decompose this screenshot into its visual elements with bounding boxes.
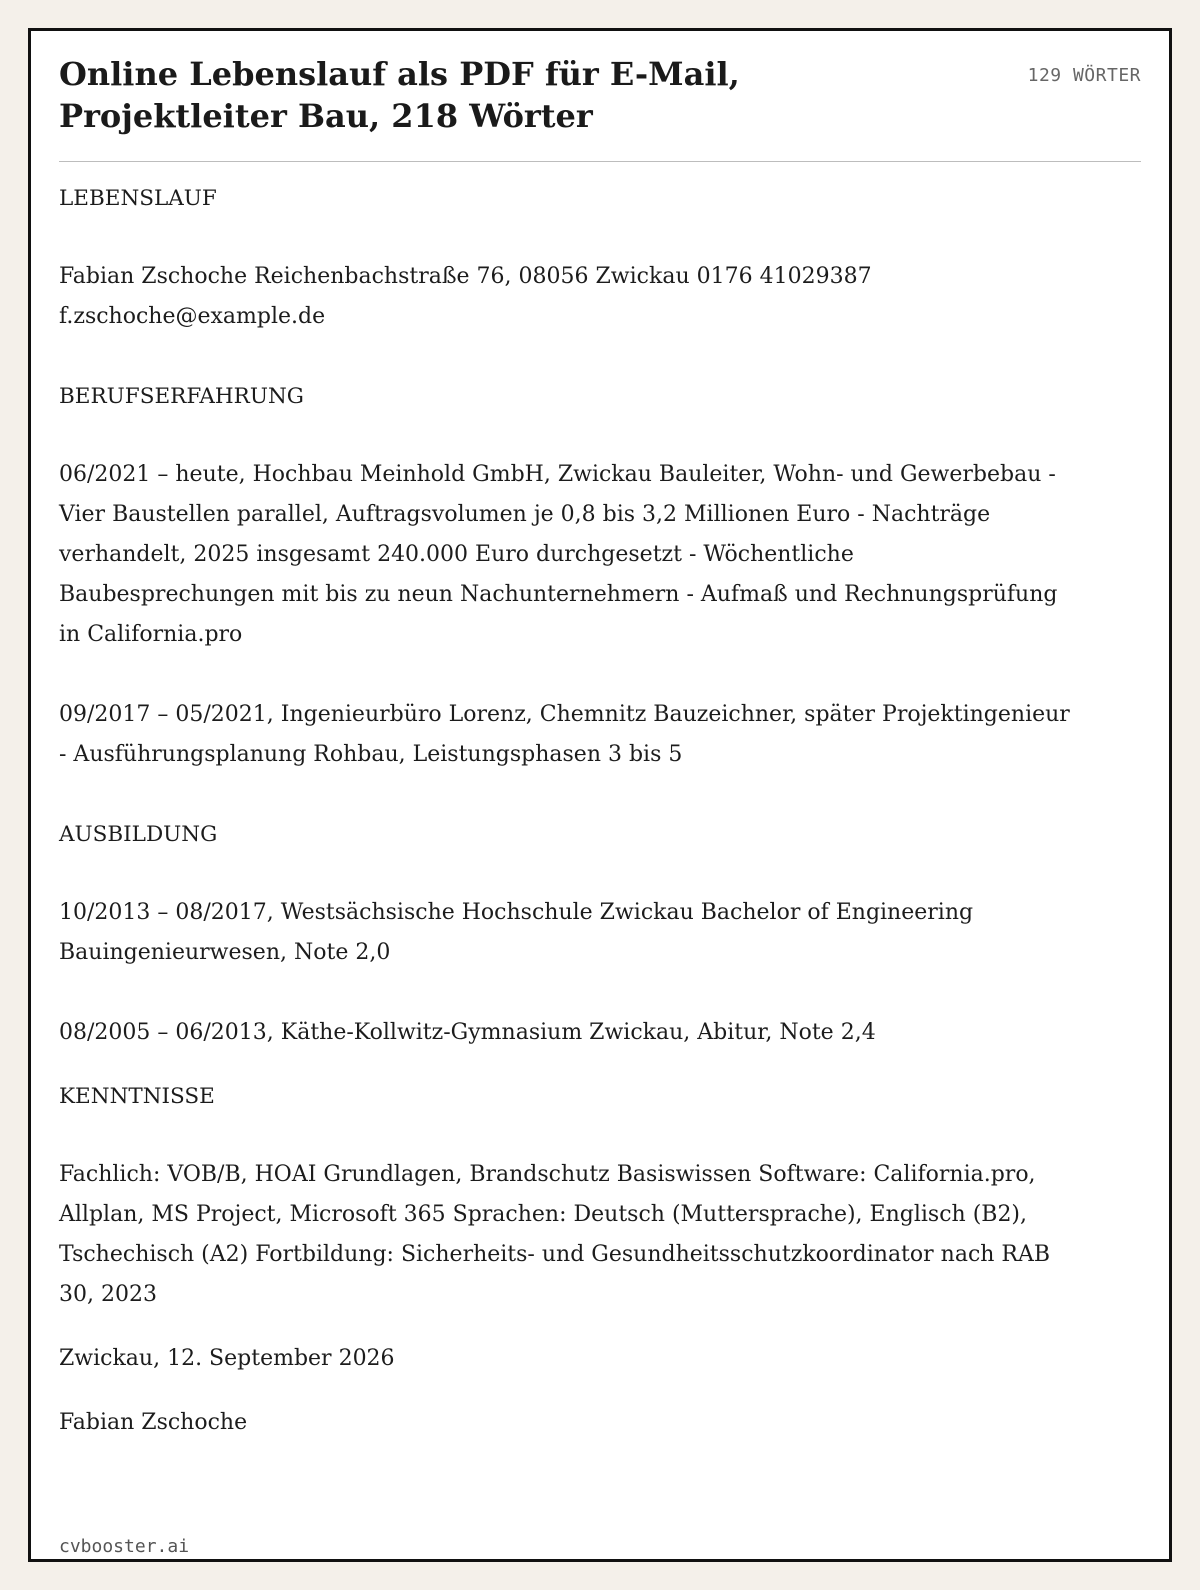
contact-info: Fabian Zschoche Reichenbachstraße 76, 08056 Zwickau 0176 41029387 f.zschoche@example.de xyxy=(59,264,872,329)
resume-card xyxy=(28,28,1172,1562)
place-date: Zwickau, 12. September 2026 xyxy=(59,1346,395,1371)
education-heading: AUSBILDUNG xyxy=(59,822,218,847)
experience-entry: 09/2017 – 05/2021, Ingenieurbüro Lorenz, Chemnitz Bauzeichner, später Projektingenieur - Ausführungsplanung Rohbau, Leistungsphasen 3 bis 5 xyxy=(59,702,1070,767)
education-entry: 08/2005 – 06/2013, Käthe-Kollwitz-Gymnasium Zwickau, Abitur, Note 2,4 xyxy=(59,1020,876,1045)
document-header xyxy=(59,53,1141,162)
resume-body xyxy=(59,179,1071,1443)
skills-heading: KENNTNISSE xyxy=(59,1084,215,1109)
word-count-badge: 129 WÖRTER xyxy=(1027,65,1141,86)
signature-name: Fabian Zschoche xyxy=(59,1410,248,1435)
resume-heading: LEBENSLAUF xyxy=(59,186,217,211)
document-title: Online Lebenslauf als PDF für E-Mail, Projektleiter Bau, 218 Wörter xyxy=(59,55,740,135)
skills-text: Fachlich: VOB/B, HOAI Grundlagen, Brandschutz Basiswissen Software: California.pro, Allplan, MS Project, Microsoft 365 Sprachen: Deutsch (Muttersprache), Englisch (B2), Tschechisch (A2) Fortbildung: Sicherheits- und Gesundheitsschutzkoordinator nach RAB 30, 2023 xyxy=(59,1162,1051,1307)
footer-brand: cvbooster.ai xyxy=(59,1536,190,1557)
experience-entry: 06/2021 – heute, Hochbau Meinhold GmbH, Zwickau Bauleiter, Wohn- und Gewerbebau - Vier Baustellen parallel, Auftragsvolumen je 0,8 bis 3,2 Millionen Euro - Nachträge verhandelt, 2025 insgesamt 240.000 Euro durchgesetzt - Wöchentliche Baubesprechungen mit bis zu neun Nachunternehmern - Aufmaß und Rechnungsprüfung in California.pro xyxy=(59,462,1058,647)
education-entry: 10/2013 – 08/2017, Westsächsische Hochschule Zwickau Bachelor of Engineering Bauingenieurwesen, Note 2,0 xyxy=(59,900,974,965)
experience-heading: BERUFSERFAHRUNG xyxy=(59,384,304,409)
